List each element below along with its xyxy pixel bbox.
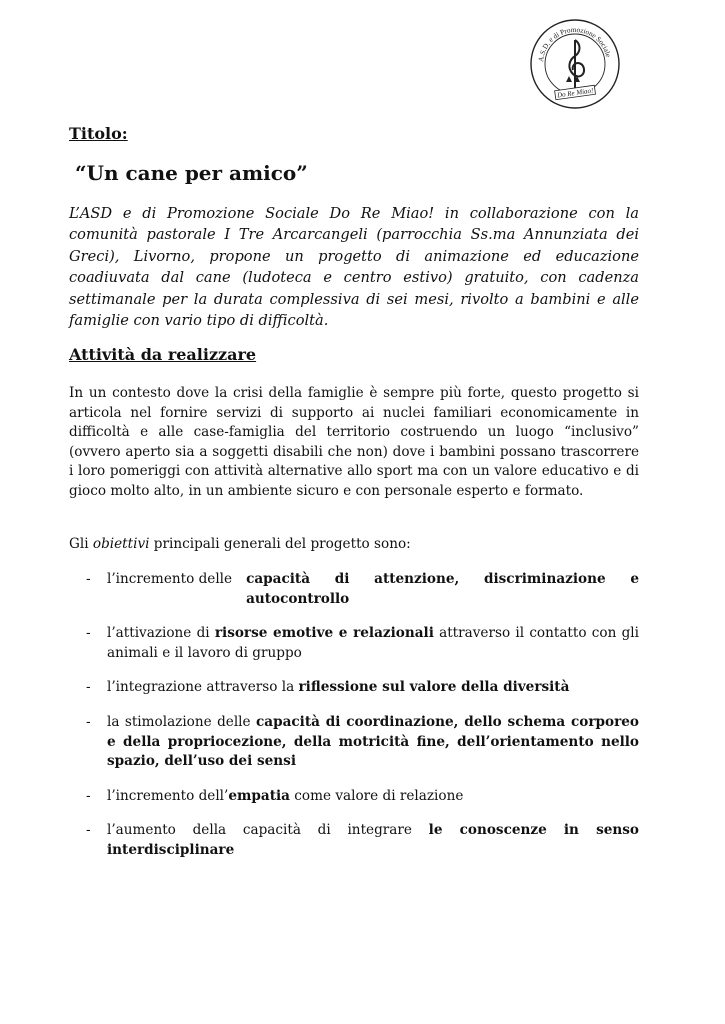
objectives-list [69,570,639,861]
asd-logo-seal [529,18,621,110]
bullet-dash: - [86,787,91,804]
logo-ring-text: A.S.D. e di Promozione Sociale [537,25,613,63]
bullet-text-post: attraverso il contatto con gli animali e il lavoro di gruppo [107,625,639,661]
bullet-dash: - [86,571,91,587]
bullet-dash: - [86,822,91,839]
bullet-text: l’attivazione di [107,625,215,642]
bullet-text: l’aumento della capacità di integrare [107,822,429,839]
context-paragraph: In un contesto dove la crisi della famiglie è sempre più forte, questo progetto si articola nel fornire servizi di supporto ai nuclei familiari economicamente in difficoltà e alle case-famiglia del territorio costruendo un luogo “inclusivo” (ovvero aperto sia a soggetti disabili che non) dove i bambini possano trascorrere i loro pomeriggi con attività alternative allo sport ma con un valore educativo e di gioco molto alto, in un ambiente sicuro e con personale esperto e formato. [69,385,639,499]
bullet-bold-text: capacità di coordinazione, dello schema corporeo e della propriocezione, della motricità fine, dell’orientamento nello spazio, dell’uso dei sensi [107,713,639,770]
bullet-text: l’incremento dell’ [107,787,229,804]
bullet-bold-text: capacità di attenzione, discriminazione e autocontrollo [246,571,639,607]
bullet-text: la stimolazione delle [107,713,256,730]
bullet-bold-text: risorse emotive e relazionali [214,625,434,642]
bullet-bold-text: riflessione sul valore della diversità [298,679,570,696]
section-heading-activities: Attività da realizzare [69,345,257,364]
bullet-text-post: come valore di relazione [289,787,464,804]
logo-banner-text: Do Re Miao! [556,86,594,100]
list-item [69,570,639,609]
project-title: “Un cane per amico” [75,161,308,185]
bullet-text: l’incremento delle [107,571,233,587]
bullet-text: l’integrazione attraverso la [107,679,299,696]
list-item [69,713,639,772]
list-item [69,624,639,663]
bullet-bold-text: empatia [228,787,290,804]
list-item [69,787,639,807]
list-item [69,678,639,698]
titolo-label: Titolo: [69,124,128,143]
objectives-intro-after: principali generali del progetto sono: [149,536,411,552]
objectives-emphasis: obiettivi [92,536,150,552]
objectives-intro [69,536,411,552]
bullet-dash: - [86,713,91,730]
bullet-bold-text: le conoscenze in senso interdisciplinare [107,822,639,858]
list-item [69,821,639,860]
bullet-dash: - [86,679,91,696]
objectives-intro-before: Gli [69,536,93,552]
intro-paragraph: L’ASD e di Promozione Sociale Do Re Miao! in collaborazione con la comunità pastorale I Tre Arcarcangeli (parrocchia Ss.ma Annunziata dei Greci), Livorno, propone un progetto di animazione ed educazione coadiuvata dal cane (ludoteca e centro estivo) gratuito, con cadenza settimanale per la durata complessiva di sei mesi, rivolto a bambini e alle famiglie con vario tipo di difficoltà. [69,205,639,330]
bullet-dash: - [86,625,91,642]
